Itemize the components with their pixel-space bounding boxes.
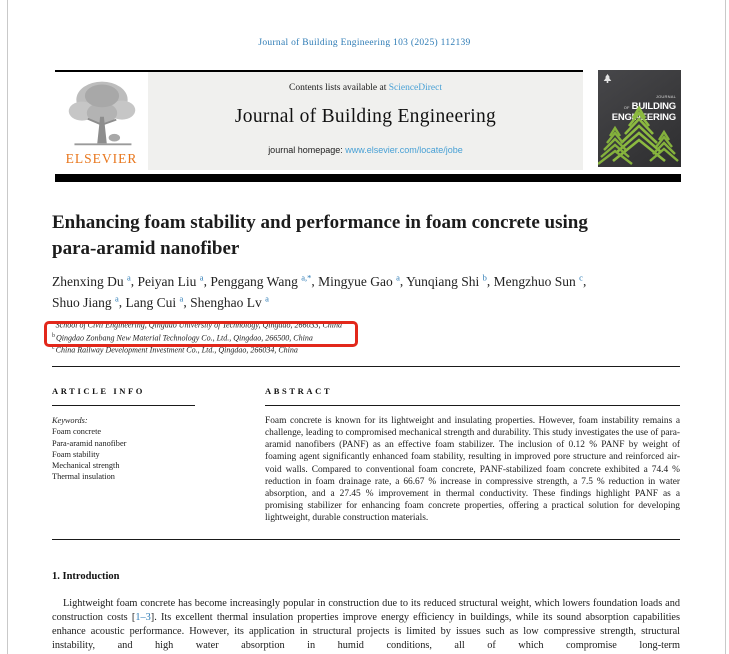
section-divider-top xyxy=(52,366,680,367)
keyword: Foam stability xyxy=(52,449,100,459)
author-affil-sup: b xyxy=(482,272,487,282)
article-title-line1: Enhancing foam stability and performance in foam concrete using xyxy=(52,212,588,233)
keywords-label: Keywords: xyxy=(52,416,88,425)
author: Peiyan Liu $^a$ xyxy=(137,272,204,289)
keyword: Thermal insulation xyxy=(52,472,115,482)
affiliation-b: $^b$Qingdao Zonbang New Material Technology Co., Ltd., Qingdao, 266500, China xyxy=(52,332,313,343)
author: Yunqiang Shi $^b$ xyxy=(406,272,487,289)
journal-banner xyxy=(148,72,583,170)
homepage-line xyxy=(148,145,583,155)
abstract-heading: ABSTRACT xyxy=(265,386,680,406)
article-title-line2: para-aramid nanofiber xyxy=(52,238,240,259)
abstract-text: Foam concrete is known for its lightweight and insulating properties. However, foam instability remains a challenge, leading to compromised mechanical strength and durability. This study investigates the use of para-aramid nanofibers (PANF) as an effective foam stabilizer. The inclusion of 0.12 % PANF by weight of foaming agent significantly enhanced foam stability, resulting in improved pore structure and reinforced air-void walls. Compared to conventional foam concrete, PANF-stabilized foam concrete exhibited a 74.4 % reduction in foam drainage rate, a 66.67 % increase in compressive strength, a 7.5 % reduction in water absorption, and a 27.45 % improvement in thermal conductivity. These findings highlight PANF as a promising stabilizer for enhancing foam concrete properties, offering a practical solution for developing lightweight, durable construction materials. xyxy=(265,416,680,524)
keyword: Mechanical strength xyxy=(52,461,120,471)
author: Zhenxing Du $^a$ xyxy=(52,272,131,289)
homepage-link[interactable]: www.elsevier.com/locate/jobe xyxy=(345,145,463,155)
keyword: Foam concrete xyxy=(52,427,102,437)
sciencedirect-link[interactable]: ScienceDirect xyxy=(388,83,442,93)
journal-cover-thumbnail[interactable] xyxy=(598,70,681,167)
author: Penggang Wang $^{a,*}$ xyxy=(210,272,312,289)
cover-trees-graphic xyxy=(598,102,681,165)
article-title xyxy=(52,210,652,262)
cover-title-line2: ENGINEERING xyxy=(611,112,676,123)
cover-title-line1: BUILDING xyxy=(631,101,676,112)
author-affil-sup: a xyxy=(265,293,269,303)
article-info-section xyxy=(52,386,195,483)
abstract-section xyxy=(265,386,680,524)
author-affil-sup: a xyxy=(115,293,119,303)
author-affil-sup: a xyxy=(396,272,400,282)
introduction-paragraph: Lightweight foam concrete has become increasingly popular in construction due to its reduced structural weight, which lowers foundation loads and construction costs [1–3]. Its excellent thermal insulation properties improve energy efficiency in buildings, while its sound absorption capabilities enhance acoustic performance. However, its application in structural projects is limited by issues such as low compressive strength, structural instability, and high water absorption in humid conditions, all of which compromise long-term xyxy=(52,598,681,651)
elsevier-logo[interactable] xyxy=(55,72,148,170)
keyword: Para-aramid nanofiber xyxy=(52,438,127,448)
elsevier-tree-icon xyxy=(59,75,145,151)
author-affil-sup: c xyxy=(579,272,583,282)
author: Shuo Jiang $^a$ xyxy=(52,293,119,310)
author-list: Zhenxing Du $^a$, Peiyan Liu $^a$, Penggang Wang $^{a,*}$, Mingyue Gao $^a$, Yunqiang Shi $^b$, Mengzhuo Sun $^c$, Shuo Jiang $^a$, Lang Cui $^a$, Shenghao Lv $^a$ xyxy=(52,272,587,310)
author-affil-sup: a xyxy=(179,293,184,303)
author: Lang Cui $^a$ xyxy=(125,293,184,310)
journal-title: Journal of Building Engineering xyxy=(234,106,497,127)
elsevier-wordmark: ELSEVIER xyxy=(65,151,138,166)
header-divider-bar xyxy=(55,174,681,182)
section-divider-bottom xyxy=(52,539,680,540)
author: Mengzhuo Sun $^c$ xyxy=(493,272,583,289)
author: Mingyue Gao $^a$ xyxy=(318,272,400,289)
author-affil-sup: a,* xyxy=(301,272,312,282)
journal-header xyxy=(55,70,681,182)
author: Shenghao Lv $^a$ xyxy=(190,293,269,310)
cover-emblem-icon xyxy=(603,74,612,83)
author-affil-sup: a xyxy=(127,272,131,282)
reference-link[interactable]: 1–3 xyxy=(135,612,151,623)
contents-line xyxy=(148,83,583,93)
page-right-edge xyxy=(725,0,726,654)
citation-link[interactable]: Journal of Building Engineering 103 (2025) 112139 xyxy=(258,38,471,48)
author-affil-sup: a xyxy=(199,272,204,282)
affiliations xyxy=(52,318,342,356)
affiliation-a: $^a$School of Civil Engineering, Qingdao University of Technology, Qingdao, 266033, China xyxy=(52,320,343,330)
homepage-prefix: journal homepage: xyxy=(268,145,346,155)
page-left-edge xyxy=(7,0,8,654)
contents-prefix: Contents lists available at xyxy=(288,83,389,93)
affiliation-c: $^c$China Railway Development Investment Co., Ltd., Qingdao, 266034, China xyxy=(52,345,298,355)
introduction-heading: 1. Introduction xyxy=(52,571,120,582)
cover-journal-of: JOURNAL OF xyxy=(623,94,676,110)
article-info-heading: ARTICLE INFO xyxy=(52,386,195,406)
